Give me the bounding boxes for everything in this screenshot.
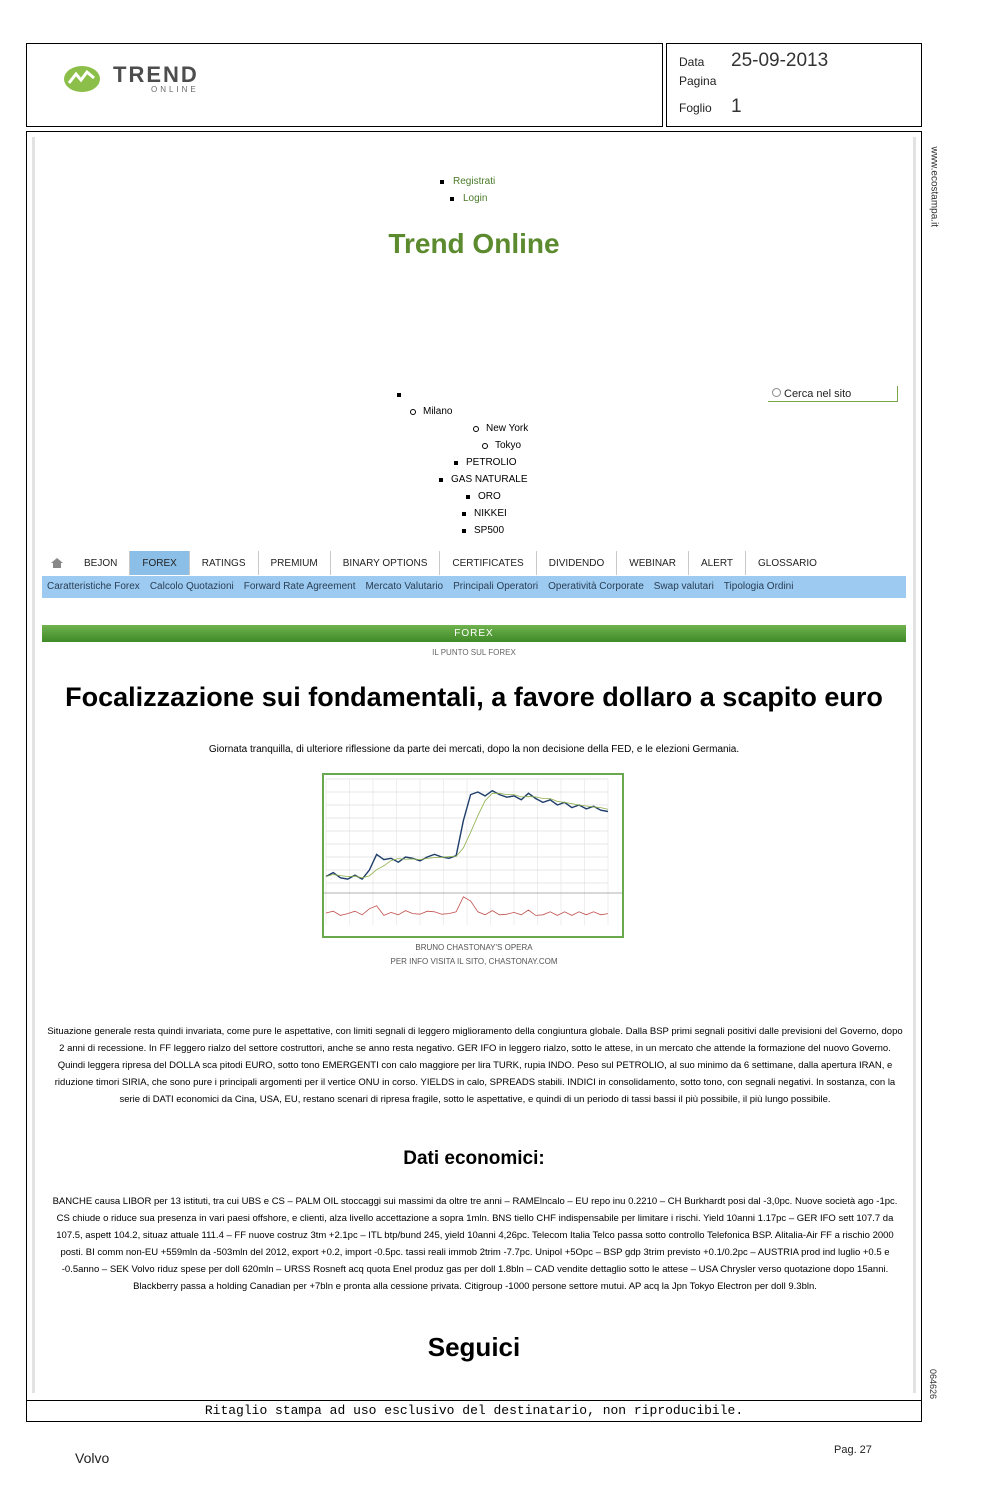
subnav-item[interactable]: Tipologia Ordini xyxy=(723,581,794,592)
main-nav xyxy=(42,551,906,575)
clipping-logo-box xyxy=(26,43,663,127)
chart-caption: PER INFO VISITA IL SITO, CHASTONAY.COM xyxy=(390,957,558,966)
trend-online-logo xyxy=(63,64,199,94)
date-label: Data xyxy=(679,55,705,69)
nav-item[interactable]: GLOSSARIO xyxy=(758,558,817,569)
article-paragraph: BANCHE causa LIBOR per 13 istituti, tra cui UBS e CS – PALM OIL stoccaggi sui massimi da oltre tre anni – RAMElncalo – EU repo inu 0.2210 – CH Burkhardt posi dal -3,0pc. Nuove società ago -1pc. CS chiude o riduce sua presenza in vari paesi offshore, e clienti, alza livello accettazione a sopra 1mln. BNS tiello CHF indispensabile per limitare i rischi. Yield 10anni 1.17pc – GER IFO sett 107.7 da 107.5, aspett 104.2, situaz attuale 111.4 – FF nuove costruz 3tm +2.1pc – ITL btp/bund 245, yield 10anni 4,26pc. Telecom Italia Telco passa sotto controllo Telefonica BSP. Alitalia-Air FF a rischio 2000 posti. BI comm non-EU +559mln da -503mln del 2012, export +0.2, import -0.5pc. tassi reali immob 2trim -7.7pc. Unipol +5Opc – BSP gdp 3trim previsto +0.1/0.2pc – AUSTRIA prod ind luglio +0.5 e -0.5anno – SEK Volvo riduz spese per doll 620mln – URSS Rosneft acq quota Enel produz gas per doll 1.8bln – CAD vendite dettaglio sotto le attese – USA Chrysler verso quotazione dopo 15anni. Blackberry passa a holding Canadian per +7bln e pronta alla cessione privata. Citigroup -1000 persone settore mutui. AP acq la Jpn Tokyo Electron per doll 9.3bln. xyxy=(52,1196,898,1292)
chart-caption: BRUNO CHASTONAY'S OPERA xyxy=(415,943,533,952)
article-headline: Focalizzazione sui fondamentali, a favore dollaro a scapito euro xyxy=(65,682,883,712)
market-item[interactable]: GAS NATURALE xyxy=(451,471,528,488)
nav-item[interactable]: ALERT xyxy=(689,551,746,575)
market-item[interactable]: ORO xyxy=(478,488,501,505)
nav-item[interactable]: DIVIDENDO xyxy=(537,551,618,575)
subnav-item[interactable]: Swap valutari xyxy=(653,581,714,592)
home-nav-button[interactable] xyxy=(42,551,72,575)
subnav-item[interactable]: Caratteristiche Forex xyxy=(47,581,140,592)
source-name: Volvo xyxy=(75,1450,110,1466)
clipping-meta-box xyxy=(666,43,922,127)
article-lead: Giornata tranquilla, di ulteriore riflessione da parte dei mercati, dopo la non decisione della FED, e le elezioni Germania. xyxy=(208,744,740,755)
nav-item-forex[interactable]: FOREX xyxy=(130,551,189,575)
nav-item[interactable]: PREMIUM xyxy=(259,551,331,575)
market-item[interactable]: PETROLIO xyxy=(466,454,517,471)
follow-heading: Seguici xyxy=(427,1332,521,1362)
page-label: Pagina xyxy=(679,74,717,88)
side-url: www.ecostampa.it xyxy=(928,146,940,228)
subnav-item[interactable]: Mercato Valutario xyxy=(365,581,444,592)
nav-item[interactable]: BINARY OPTIONS xyxy=(331,551,441,575)
subnav-item[interactable]: Forward Rate Agreement xyxy=(243,581,356,592)
login-link[interactable]: Login xyxy=(463,193,488,204)
nav-item[interactable]: WEBINAR xyxy=(617,551,689,575)
article-subheading: Dati economici: xyxy=(403,1148,545,1169)
search-input[interactable]: Cerca nel sito xyxy=(768,386,898,402)
subnav-item[interactable]: Calcolo Quotazioni xyxy=(149,581,234,592)
market-item[interactable]: New York xyxy=(486,420,528,437)
chart-svg xyxy=(324,775,622,936)
register-link[interactable]: Registrati xyxy=(453,176,496,187)
logo-name: TREND xyxy=(113,62,199,87)
article-paragraph: Situazione generale resta quindi invariata, come pure le aspettative, con limiti segnali di leggero miglioramento della congiuntura globale. Dalla BSP primi segnali positivi dalle previsioni del Governo, dopo 2 anni di recessione. In FF leggero rialzo del settore costruttori, anche se anno resta negativo. GER IFO in leggero rialzo, sotto le attese, in un mercato che attende la formazione del nuovo Governo. Quindi leggera ripresa del DOLLA sca pitodi EURO, sotto tono EMERGENTI con calo maggiore per lira TURK, rupia INDO. Peso sul PETROLIO, al suo minimo da 6 settimane, dalla apertura IRAN, e riduzione timori SIRIA, che sono pure i principali argomenti per il vertice ONU in corso. YIELDS in calo, SPREADS stabili. INDICI in consolidamento, sotto tono, con segnali negativi. In sostanza, con la serie di DATI economici da Cina, USA, EU, restano scenari di ripresa fragile, sotto le aspettative, e quindi di un periodo di tassi bassi il più possibile, il più lungo possibile. xyxy=(47,1026,903,1105)
reproduction-note: Ritaglio stampa ad uso esclusivo del destinatario, non riproducibile. xyxy=(27,1400,921,1421)
forex-chart xyxy=(322,773,624,938)
market-item[interactable]: Milano xyxy=(423,403,452,420)
sheet-label: Foglio xyxy=(679,101,712,115)
nav-item[interactable]: RATINGS xyxy=(190,551,259,575)
site-title[interactable]: Trend Online xyxy=(388,228,560,259)
market-item[interactable]: SP500 xyxy=(474,522,504,539)
nav-item[interactable]: BEJON xyxy=(72,551,130,575)
page-number: Pag. 27 xyxy=(834,1444,872,1456)
market-item[interactable]: Tokyo xyxy=(495,437,521,454)
section-bar: FOREX xyxy=(42,625,906,642)
trend-logo-icon xyxy=(63,64,101,94)
side-code: 064626 xyxy=(928,1369,938,1400)
sheet-value: 1 xyxy=(731,96,742,117)
logo-tagline: ONLINE xyxy=(150,85,199,94)
nav-item[interactable]: CERTIFICATES xyxy=(440,551,536,575)
forex-subnav xyxy=(42,576,906,598)
auth-links xyxy=(453,173,495,207)
section-subtitle: IL PUNTO SUL FOREX xyxy=(432,648,516,657)
subnav-item[interactable]: Operatività Corporate xyxy=(548,581,644,592)
market-item[interactable]: NIKKEI xyxy=(474,505,507,522)
market-empty-bullet xyxy=(409,386,412,403)
date-value: 25-09-2013 xyxy=(731,50,829,71)
subnav-item[interactable]: Principali Operatori xyxy=(453,581,539,592)
home-icon xyxy=(50,557,64,569)
search-icon xyxy=(772,388,781,397)
